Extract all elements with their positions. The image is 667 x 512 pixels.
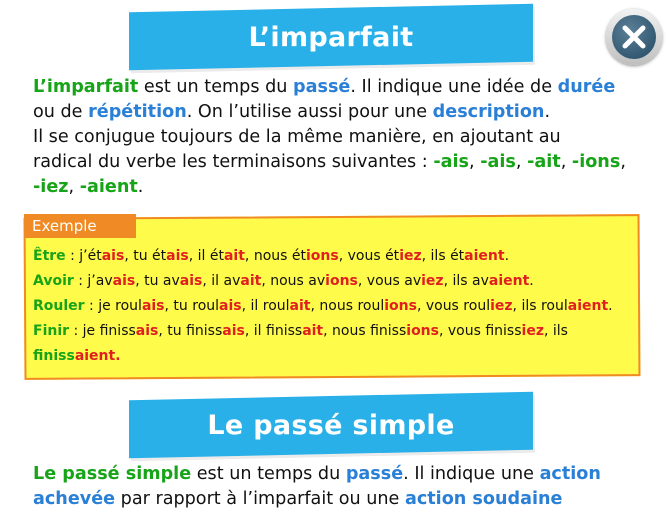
keyword: achevée [33, 489, 116, 509]
text: est un temps du [191, 464, 346, 484]
ending: aient. [74, 348, 121, 364]
passe-simple-description [33, 462, 648, 512]
ending: ais [222, 323, 245, 339]
ending: -ais [433, 152, 470, 172]
ending: ais [141, 298, 165, 314]
example-line-finir-cont [33, 344, 648, 369]
text: , nous finiss [323, 323, 407, 339]
text: , il ét [188, 248, 224, 264]
keyword: répétition [88, 102, 187, 122]
ending: ions [384, 298, 417, 314]
text: ou de [33, 102, 89, 122]
keyword: action soudaine [404, 489, 563, 509]
ending: aient [567, 298, 609, 314]
verb-name: Avoir [33, 273, 74, 289]
keyword: passé [345, 464, 404, 484]
ending: ais [166, 248, 189, 264]
text: , nous roul [310, 298, 385, 314]
ending: -ais [480, 152, 516, 172]
text: . [608, 298, 613, 314]
close-x-icon [612, 15, 656, 59]
ending: aient [464, 248, 505, 264]
text: , ils av [443, 273, 489, 289]
text: , vous av [357, 273, 422, 289]
example-line-finir [33, 319, 648, 344]
text: , nous av [261, 273, 326, 289]
text: , ils ét [421, 248, 465, 264]
text: , vous ét [338, 248, 400, 264]
verb-name: Finir [33, 323, 70, 339]
ending: iez [399, 248, 422, 264]
ending: ait [302, 323, 324, 339]
example-line-etre [33, 244, 648, 269]
keyword: passé [293, 77, 351, 97]
ending: ait [289, 298, 311, 314]
text: , ils [543, 323, 568, 339]
verb-name: Rouler [33, 298, 85, 314]
keyword: action [539, 464, 601, 484]
text-line: Il se conjugue toujours de la même manière, en ajoutant au [33, 127, 561, 147]
keyword: description [432, 102, 545, 122]
text: , [68, 177, 80, 197]
text: , [469, 152, 481, 172]
ending: ais [101, 248, 125, 264]
ending: ais [219, 298, 242, 314]
ending: ait [240, 273, 262, 289]
text-line [33, 150, 648, 175]
example-line-rouler [33, 294, 648, 319]
text-line [33, 100, 648, 125]
text: : j’av [73, 273, 113, 289]
verb-stem: finiss [33, 348, 75, 364]
text: radical du verbe les terminaisons suivantes : [33, 152, 434, 172]
text: , il roul [241, 298, 290, 314]
text: . [544, 102, 551, 122]
text: , nous ét [244, 248, 306, 264]
ending: ions [406, 323, 439, 339]
section-title-imparfait: L’imparfait [248, 22, 414, 53]
term-passe-simple: Le passé simple [33, 464, 192, 484]
text: . [504, 248, 510, 264]
imparfait-description [33, 75, 648, 200]
ending: aient [488, 273, 530, 289]
text: par rapport à l’imparfait ou une [115, 489, 405, 509]
ending: ais [135, 323, 159, 339]
text: , il av [202, 273, 241, 289]
ending: ions [305, 248, 339, 264]
text: : je finiss [69, 323, 136, 339]
example-conjugations [33, 244, 648, 369]
ending: -aient [79, 177, 138, 197]
text: , ils roul [512, 298, 568, 314]
text: . [529, 273, 534, 289]
close-button[interactable] [606, 9, 662, 65]
example-line-avoir [33, 269, 648, 294]
text: , vous finiss [438, 323, 522, 339]
text: , [515, 152, 528, 172]
ending: iez [521, 323, 544, 339]
text: : j’ét [65, 248, 102, 264]
text: , [620, 152, 626, 172]
text: : je roul [84, 298, 142, 314]
ending: -ions [571, 152, 621, 172]
text: . Il indique une idée de [350, 77, 558, 97]
text: , vous roul [416, 298, 491, 314]
text-line [33, 462, 648, 487]
term-imparfait: L’imparfait [33, 77, 139, 97]
keyword: durée [557, 77, 616, 97]
text: . On l’utilise aussi pour une [186, 102, 433, 122]
text: est un temps du [138, 77, 293, 97]
text-line [33, 75, 648, 100]
ending: ions [325, 273, 358, 289]
verb-name: Être [33, 248, 66, 264]
text-line [33, 175, 648, 200]
text: , tu av [135, 273, 180, 289]
text: , [560, 152, 572, 172]
text: , il finiss [244, 323, 303, 339]
ending: ait [223, 248, 245, 264]
text: . [137, 177, 144, 197]
ending: -iez [33, 177, 69, 197]
ending: ais [179, 273, 203, 289]
text: , tu roul [164, 298, 220, 314]
ending: iez [421, 273, 444, 289]
ending: iez [490, 298, 513, 314]
ending: -ait [527, 152, 561, 172]
section-title-passe-simple: Le passé simple [207, 410, 455, 441]
text: . Il indique une [403, 464, 540, 484]
ending: ais [112, 273, 136, 289]
text: , tu finiss [158, 323, 223, 339]
example-label: Exemple [24, 214, 136, 238]
text: , tu ét [124, 248, 167, 264]
